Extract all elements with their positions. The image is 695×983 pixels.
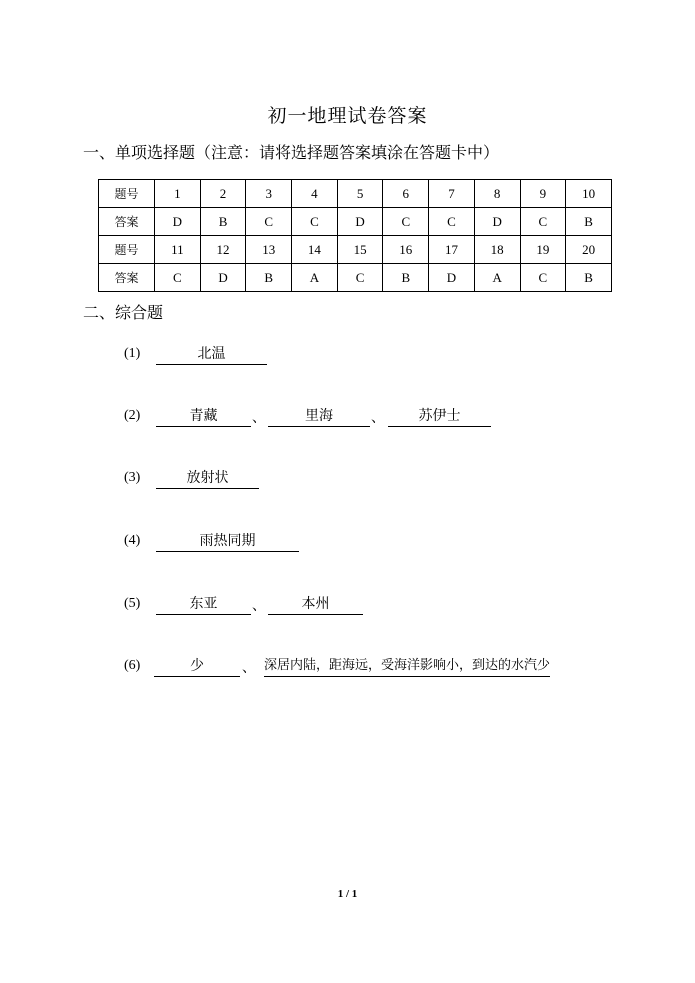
table-cell: 10 [566,180,612,208]
question-number: (4) [124,533,141,548]
table-cell: C [246,208,292,236]
table-cell: D [155,208,201,236]
table-cell: B [566,264,612,292]
answer-blank: 本州 [268,594,363,615]
table-cell: 12 [200,236,246,264]
section-heading-single-choice: 一、单项选择题（注意：请将选择题答案填涂在答题卡中） [83,143,500,162]
answer-blank: 北温 [156,344,267,365]
table-cell: A [474,264,520,292]
table-cell: 16 [383,236,429,264]
separator: 、 [252,410,266,426]
table-cell: 6 [383,180,429,208]
table-row-header-cell: 答案 [99,208,155,236]
table-cell: 3 [246,180,292,208]
table-cell: C [383,208,429,236]
table-cell: C [429,208,475,236]
answer-explanation: 深居内陆，距海远，受海洋影响小，到达的水汽少 [264,656,550,677]
table-cell: 19 [520,236,566,264]
table-row-header-cell: 题号 [99,236,155,264]
answer-blank: 里海 [268,406,370,427]
table-cell: 17 [429,236,475,264]
answer-blank: 雨热同期 [156,531,299,552]
answer-blank: 少 [154,656,240,677]
table-cell: D [429,264,475,292]
answer-blank: 放射状 [156,468,259,489]
table-cell: C [520,264,566,292]
table-row [99,180,612,208]
answer-blank: 青藏 [156,406,251,427]
table-cell: 20 [566,236,612,264]
answer-blank: 苏伊士 [388,406,491,427]
table-row [99,208,612,236]
table-cell: B [200,208,246,236]
table-cell: 18 [474,236,520,264]
table-cell: 11 [155,236,201,264]
table-cell: 13 [246,236,292,264]
table-cell: 5 [337,180,383,208]
table-cell: 2 [200,180,246,208]
table-cell: 1 [155,180,201,208]
separator: 、 [242,660,256,676]
table-cell: B [246,264,292,292]
table-cell: B [383,264,429,292]
table-cell: C [155,264,201,292]
table-cell: 15 [337,236,383,264]
section-heading-comprehensive: 二、综合题 [83,303,164,322]
separator: 、 [252,598,266,614]
table-row-header-cell: 题号 [99,180,155,208]
table-cell: 8 [474,180,520,208]
table-cell: B [566,208,612,236]
table-cell: 14 [292,236,338,264]
table-row [99,236,612,264]
table-cell: 9 [520,180,566,208]
answer-table [98,179,612,292]
table-cell: 4 [292,180,338,208]
table-cell: C [337,264,383,292]
question-number: (2) [124,408,141,423]
table-cell: D [474,208,520,236]
question-number: (3) [124,470,141,485]
page-title: 初一地理试卷答案 [267,105,428,127]
table-cell: A [292,264,338,292]
page-number: 1 / 1 [337,888,358,900]
separator: 、 [371,410,385,426]
table-row-header-cell: 答案 [99,264,155,292]
table-cell: 7 [429,180,475,208]
question-number: (6) [124,658,141,673]
table-cell: C [292,208,338,236]
question-number: (5) [124,596,141,611]
table-cell: C [520,208,566,236]
table-row [99,264,612,292]
table-cell: D [200,264,246,292]
answer-blank: 东亚 [156,594,251,615]
table-cell: D [337,208,383,236]
question-number: (1) [124,346,141,361]
